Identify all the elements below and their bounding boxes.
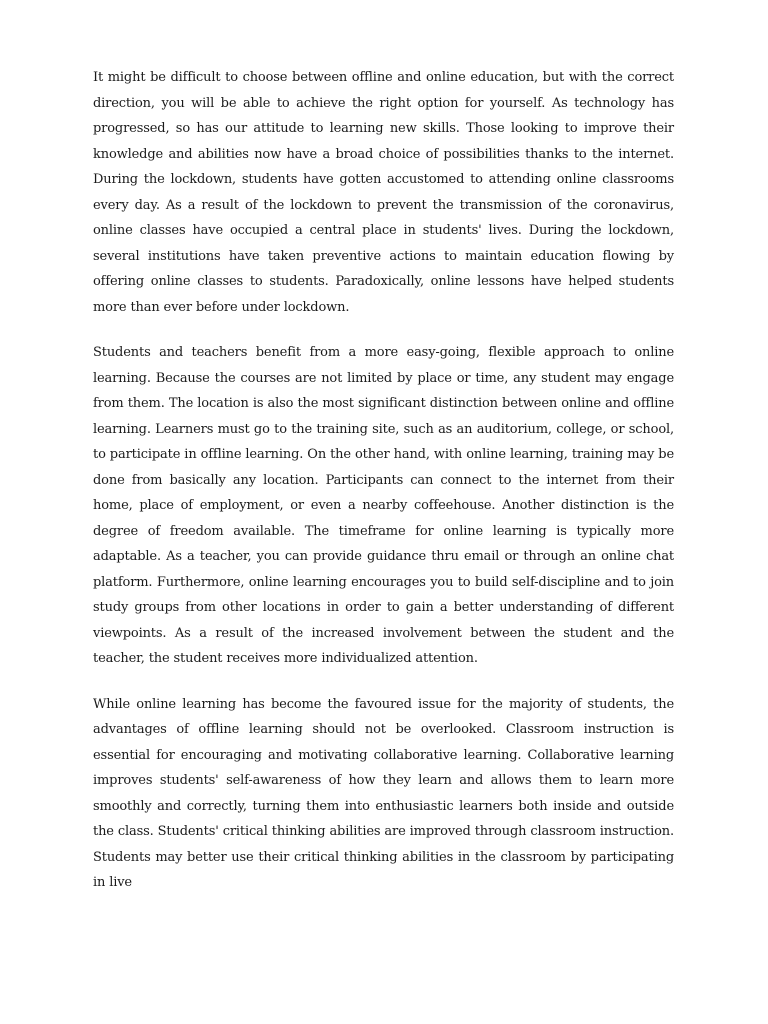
paragraph-offline-advantages: While online learning has become the favoured issue for the majority of students, the advantages of offline learning should not be overlooked. Classroom instruction is essential for encouraging and motivating collaborative learning. Collaborative learning improves students' self-awareness of how they learn and allows them to learn more smoothly and correctly, turning them into enthusiastic learners both inside and outside the class. Students' critical thinking abilities are improved through classroom instruction. Students may better use their critical thinking abilities in the classroom by participating in live bbox=[93, 696, 674, 890]
document-page bbox=[93, 65, 674, 916]
paragraph-online-benefits: Students and teachers benefit from a more easy-going, flexible approach to online learning. Because the courses are not limited by place or time, any student may engage from them. The location is also the most significant distinction between online and offline learning. Learners must go to the training site, such as an auditorium, college, or school, to participate in offline learning. On the other hand, with online learning, training may be done from basically any location. Participants can connect to the internet from their home, place of employment, or even a nearby coffeehouse. Another distinction is the degree of freedom available. The timeframe for online learning is typically more adaptable. As a teacher, you can provide guidance thru email or through an online chat platform. Furthermore, online learning encourages you to build self-discipline and to join study groups from other locations in order to gain a better understanding of different viewpoints. As a result of the increased involvement between the student and the teacher, the student receives more individualized attention. bbox=[93, 345, 674, 666]
paragraph-intro: It might be difficult to choose between offline and online education, but with the correct direction, you will be able to achieve the right option for yourself. As technology has progressed, so has our attitude to learning new skills. Those looking to improve their knowledge and abilities now have a broad choice of possibilities thanks to the internet. During the lockdown, students have gotten accustomed to attending online classrooms every day. As a result of the lockdown to prevent the transmission of the coronavirus, online classes have occupied a central place in students' lives. During the lockdown, several institutions have taken preventive actions to maintain education flowing by offering online classes to students. Paradoxically, online lessons have helped students more than ever before under lockdown. bbox=[93, 70, 674, 315]
